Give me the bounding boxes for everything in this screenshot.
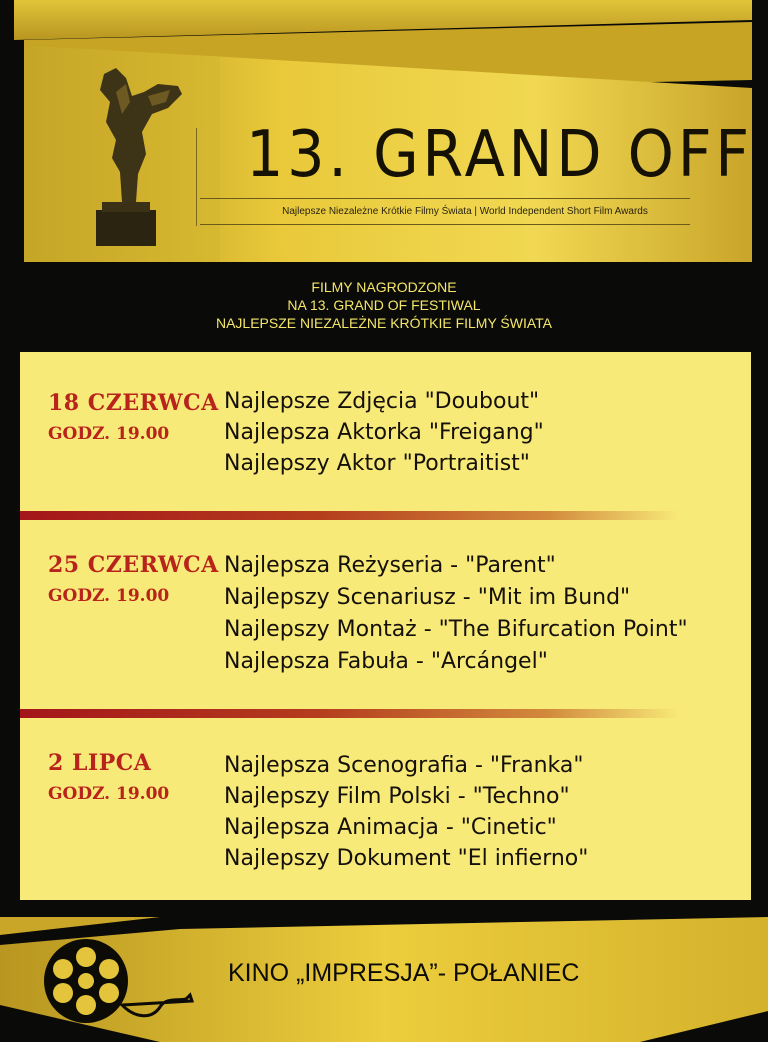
award-item: Najlepsza Reżyseria - "Parent"	[224, 553, 556, 578]
award-item: Najlepszy Aktor "Portraitist"	[224, 451, 530, 476]
award-item: Najlepsza Scenografia - "Franka"	[224, 753, 584, 778]
award-list	[224, 386, 544, 479]
award-list	[224, 750, 588, 874]
award-item: Najlepsze Zdjęcia "Doubout"	[224, 389, 540, 414]
session-time: GODZ. 19.00	[48, 586, 170, 606]
trophy-statue-icon	[86, 62, 196, 248]
award-item: Najlepszy Montaż - "The Bifurcation Point"	[224, 617, 688, 642]
award-item: Najlepsza Animacja - "Cinetic"	[224, 815, 557, 840]
festival-title: 13. GRAND OFF	[246, 118, 753, 192]
intro-line-2: NA 13. GRAND OF FESTIWAL	[287, 297, 481, 313]
festival-subtitle: Najlepsze Niezależne Krótkie Filmy Świata | World Independent Short Film Awards	[282, 206, 648, 217]
award-item: Najlepszy Film Polski - "Techno"	[224, 784, 570, 809]
award-list	[224, 550, 688, 678]
festival-header	[0, 0, 768, 268]
award-item: Najlepszy Dokument "El infierno"	[224, 846, 589, 871]
session-date: 25 CZERWCA	[48, 552, 219, 578]
award-item: Najlepszy Scenariusz - "Mit im Bund"	[224, 585, 631, 610]
award-item: Najlepsza Aktorka "Freigang"	[224, 420, 544, 445]
venue-name: KINO „IMPRESJA”- POŁANIEC	[228, 959, 580, 987]
session-date: 18 CZERWCA	[48, 390, 219, 416]
intro-line-3: NAJLEPSZE NIEZALEŻNE KRÓTKIE FILMY ŚWIATA	[215, 315, 553, 331]
session-date: 2 LIPCA	[48, 750, 152, 776]
section-divider	[20, 511, 680, 520]
session-time: GODZ. 19.00	[48, 784, 170, 804]
program-panel	[20, 352, 751, 900]
intro-line-1: FILMY NAGRODZONE	[311, 279, 457, 295]
session-time: GODZ. 19.00	[48, 424, 170, 444]
section-divider	[20, 709, 680, 718]
intro-text	[0, 278, 768, 332]
award-item: Najlepsza Fabuła - "Arcángel"	[224, 649, 548, 674]
footer-banner	[0, 915, 768, 1042]
film-reel-icon	[40, 935, 200, 1027]
